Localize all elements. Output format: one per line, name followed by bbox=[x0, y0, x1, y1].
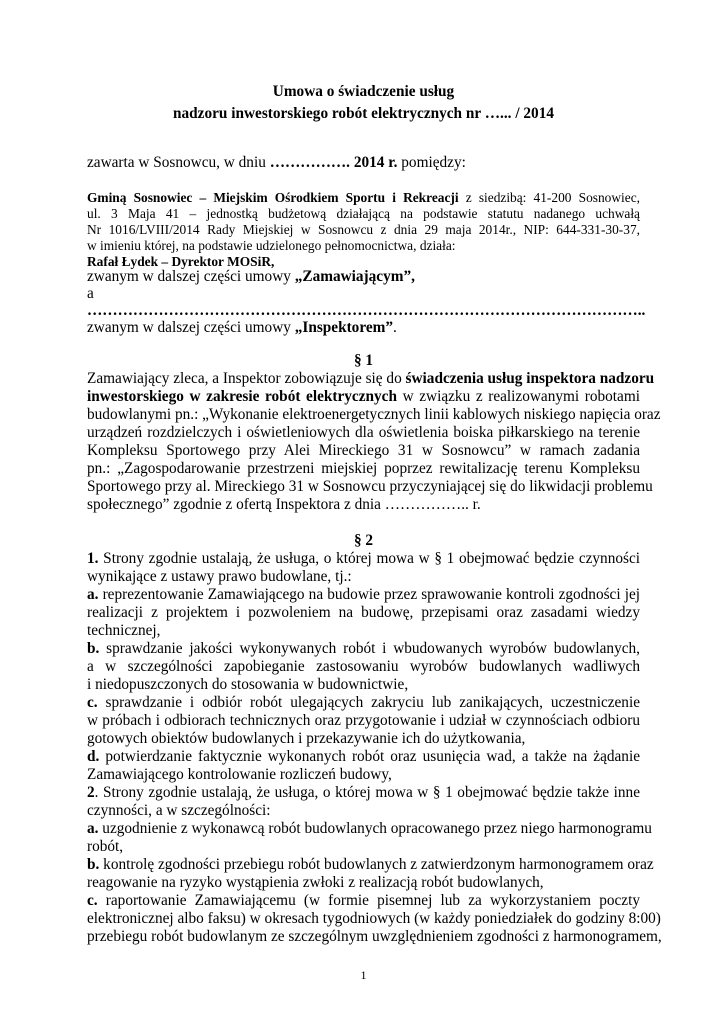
document-title-line-1: Umowa o świadczenie usług bbox=[272, 83, 455, 100]
section-1-line-8: społecznego” zgodnie z ofertą Inspektora z dnia …………….. r. bbox=[87, 496, 481, 513]
party1-line-1 bbox=[87, 190, 640, 206]
s2-b2-line-2: reagowanie na ryzyko wystąpienia zwłoki z realizacją robót budowlanych, bbox=[87, 874, 544, 891]
page-number: 1 bbox=[360, 968, 367, 982]
s2-a2-text: uzgodnienie z wykonawcą robót budowlanych opracowanego przez niego harmonogramu bbox=[98, 820, 652, 837]
party2-called-suffix: . bbox=[393, 319, 397, 336]
document-page bbox=[87, 0, 662, 1024]
s2-b2-label: b. bbox=[87, 856, 100, 873]
party1-line-3: Nr 1016/LVIII/2014 Rady Miejskiej w Sosnowcu z dnia 29 maja 2014r., NIP: 644-331-30-37, bbox=[87, 222, 640, 237]
s2-p2-text: . Strony zgodnie ustalają, że usługa, o której mowa w § 1 obejmować będzie także inne bbox=[94, 784, 640, 801]
s1-l2-bold: inwestorskiego w zakresie robót elektrycznych bbox=[87, 388, 397, 405]
section-1-line-4: urządzeń rozdzielczych i oświetleniowych dla oświetlenia boiska piłkarskiego na terenie bbox=[87, 424, 640, 441]
s2-d-text: potwierdzanie faktycznie wykonanych robót oraz usunięcia wad, a także na żądanie bbox=[99, 748, 640, 765]
s2-b-line-1 bbox=[87, 640, 640, 658]
party2-called-name: „Inspektorem” bbox=[294, 319, 394, 336]
s2-a2-line-2: robót, bbox=[87, 838, 124, 855]
s2-c2-text: raportowanie Zamawiającemu (w formie pisemnej lub za wykorzystaniem poczty bbox=[97, 892, 640, 909]
section-1-line-7: Sportowego przy al. Mireckiego 31 w Sosnowcu przyczyniającej się do likwidacji problemu bbox=[87, 478, 653, 495]
s2-a-label: a. bbox=[87, 586, 99, 603]
s2-p2-line-2: czynności, a w szczególności: bbox=[87, 802, 271, 819]
section-1-heading: § 1 bbox=[353, 352, 374, 369]
party1-name: Gminą Sosnowiec – Miejskim Ośrodkiem Sportu i Rekreacji bbox=[87, 190, 459, 205]
intro-line bbox=[87, 154, 466, 172]
s2-d-line-1 bbox=[87, 748, 640, 766]
party2-name-placeholder: ……………………………………………………………………………………………….. bbox=[87, 302, 646, 319]
party2-dots bbox=[87, 302, 645, 320]
s2-b2-text: kontrolę zgodności przebiegu robót budowlanych z zatwierdzonym harmonogramem oraz bbox=[99, 856, 654, 873]
party1-called bbox=[87, 268, 415, 286]
intro-date: ……………. 2014 r. bbox=[269, 154, 398, 171]
s2-a-line-3: technicznej, bbox=[87, 622, 161, 639]
s2-b-line-3: i niedopuszczonych do stosowania w budownictwie, bbox=[87, 676, 409, 693]
s2-p2-line-1 bbox=[87, 784, 640, 802]
s2-c2-label: c. bbox=[87, 892, 98, 909]
document-title-line-2: nadzoru inwestorskiego robót elektrycznych nr …... / 2014 bbox=[173, 105, 554, 122]
s2-d-label: d. bbox=[87, 748, 100, 765]
s2-p1-line-1 bbox=[87, 550, 640, 568]
s2-p2-number: 2 bbox=[87, 784, 95, 801]
s2-c-line-3: gotowych obiektów budowlanych i przekazywanie ich do użytkowania, bbox=[87, 730, 526, 747]
party1-line-2: ul. 3 Maja 41 – jednostką budżetową działającą na podstawie statutu nadanego uchwałą bbox=[87, 206, 640, 221]
section-1-line-1 bbox=[87, 370, 655, 388]
s2-d-line-2: Zamawiającego kontrolowanie rozliczeń budowy, bbox=[87, 766, 392, 783]
s2-a2-label: a. bbox=[87, 820, 99, 837]
s2-c2-line-2: elektronicznej albo faksu) w okresach tygodniowych (w każdy poniedziałek do godziny 8:00) bbox=[87, 910, 661, 927]
party1-called-prefix: zwanym w dalszej części umowy bbox=[87, 268, 295, 285]
party1-line-4: w imieniu której, na podstawie udzielonego pełnomocnictwa, działa: bbox=[87, 238, 456, 253]
s2-b-text: sprawdzanie jakości wykonywanych robót i wbudowanych wyrobów budowlanych, bbox=[99, 640, 640, 657]
s2-p1-text: Strony zgodnie ustalają, że usługa, o której mowa w § 1 obejmować będzie czynności bbox=[98, 550, 640, 567]
s2-p1-line-2: wynikające z ustawy prawo budowlane, tj.: bbox=[87, 568, 352, 585]
party2-called-prefix: zwanym w dalszej części umowy bbox=[87, 319, 295, 336]
s2-c-line-1 bbox=[87, 694, 640, 712]
s2-c-line-2: w próbach i odbiorach technicznych oraz przygotowanie i udział w czynnościach odbioru bbox=[87, 712, 640, 729]
s2-c-label: c. bbox=[87, 694, 98, 711]
s2-a-line-2: realizacji z projektem i pozwoleniem na budowę, przepisami oraz zasadami wiedzy bbox=[87, 604, 640, 621]
conjunction: a bbox=[87, 285, 94, 302]
s2-c2-line-1 bbox=[87, 892, 640, 910]
representative-name: Rafał Łydek – Dyrektor MOSiR, bbox=[87, 254, 275, 269]
s2-a2-line-1 bbox=[87, 820, 652, 838]
s1-l1-bold: świadczenia usług inspektora nadzoru bbox=[405, 370, 655, 387]
intro-prefix: zawarta w Sosnowcu, w dniu bbox=[87, 154, 270, 171]
s2-c-text: sprawdzanie i odbiór robót ulegających zakryciu lub zanikających, uczestniczenie bbox=[97, 694, 640, 711]
section-1-line-3: budowlanymi pn.: „Wykonanie elektroenergetycznych linii kablowych niskiego napięcia oraz bbox=[87, 406, 661, 423]
party2-called bbox=[87, 319, 397, 337]
s1-l1-text: Zamawiający zleca, a Inspektor zobowiązuje się do bbox=[87, 370, 406, 387]
s2-b-label: b. bbox=[87, 640, 100, 657]
s2-a-line-1 bbox=[87, 586, 640, 604]
section-1-line-5: Kompleksu Sportowego przy Alei Mireckiego 31 w Sosnowcu” w ramach zadania bbox=[87, 442, 640, 459]
s2-p1-number: 1. bbox=[87, 550, 99, 567]
intro-suffix: pomiędzy: bbox=[397, 154, 466, 171]
s1-l2-text: w związku z realizowanymi robotami bbox=[396, 388, 640, 405]
section-1-line-6: pn.: „Zagospodarowanie przestrzeni miejskiej poprzez rewitalizację terenu Kompleksu bbox=[87, 460, 640, 477]
party1-called-name: „Zamawiającym”, bbox=[294, 268, 415, 285]
section-2-heading: § 2 bbox=[353, 532, 374, 549]
s2-b-line-2: a w szczególności zapobieganie zastosowaniu wyrobów budowlanych wadliwych bbox=[87, 658, 640, 675]
section-1-line-2 bbox=[87, 388, 640, 406]
s2-c2-line-3: przebiegu robót budowlanym ze szczególnym uwzględnieniem zgodności z harmonogramem, bbox=[87, 928, 662, 945]
party1-address-start: z siedzibą: 41-200 Sosnowiec, bbox=[458, 190, 640, 205]
s2-b2-line-1 bbox=[87, 856, 654, 874]
s2-a-text: reprezentowanie Zamawiającego na budowie przez sprawowanie kontroli zgodności jej bbox=[98, 586, 640, 603]
